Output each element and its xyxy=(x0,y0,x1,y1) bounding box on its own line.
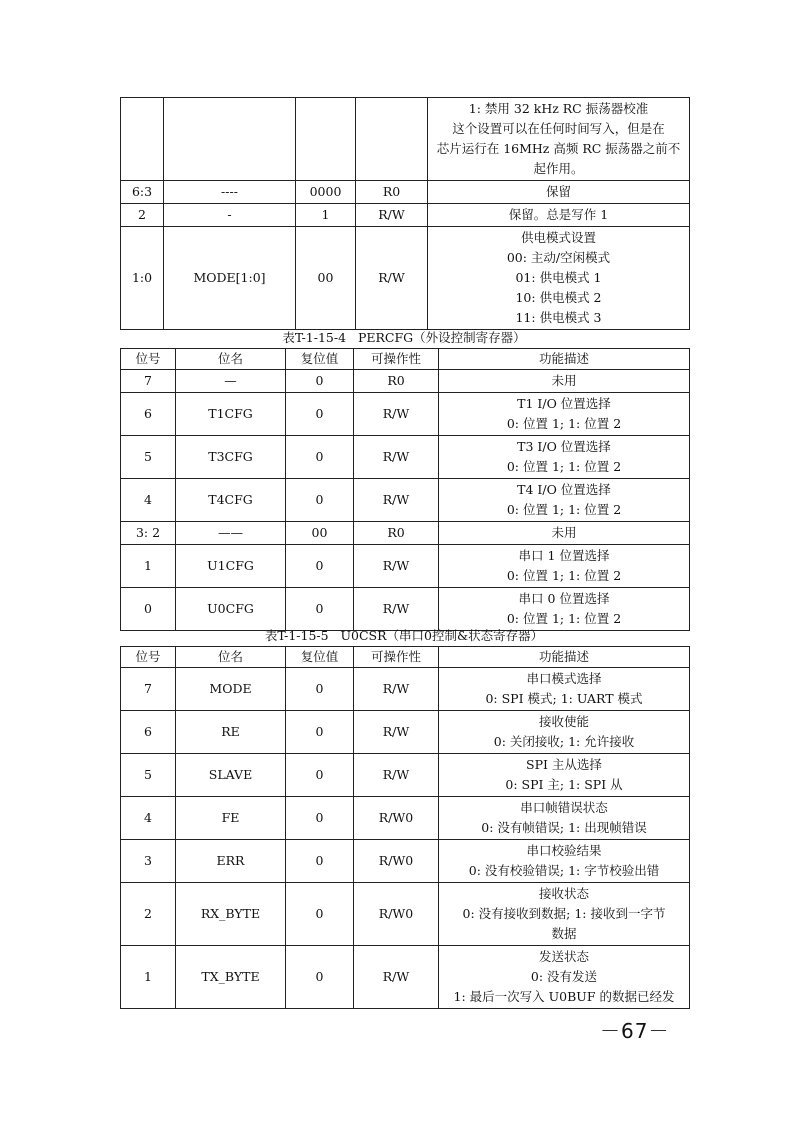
description-line: 起作用。 xyxy=(533,161,584,176)
cell-bit: 4 xyxy=(121,797,176,840)
cell-access: R/W xyxy=(354,588,439,631)
table-header-row xyxy=(121,349,690,370)
col-header-desc: 功能描述 xyxy=(439,647,690,668)
description-line: 10: 供电模式 2 xyxy=(515,290,602,305)
cell-bit: 2 xyxy=(121,883,176,946)
cell-description xyxy=(439,522,690,545)
table-row xyxy=(121,840,690,883)
u0csr-register-table xyxy=(120,646,690,1009)
description-line: 00: 主动/空闲模式 xyxy=(506,250,611,265)
table-row xyxy=(121,227,690,330)
description-line: 串口 1 位置选择 xyxy=(518,548,610,563)
cell-bit: 5 xyxy=(121,754,176,797)
cell-description xyxy=(439,479,690,522)
description-line: 0: 位置 1; 1: 位置 2 xyxy=(506,502,622,517)
description-line: 0: 位置 1; 1: 位置 2 xyxy=(506,416,622,431)
cell-access: R/W0 xyxy=(354,840,439,883)
table-row xyxy=(121,883,690,946)
description-line: 串口帧错误状态 xyxy=(520,800,608,815)
cell-reset-value: 0 xyxy=(286,754,354,797)
cell-access: R/W xyxy=(356,204,428,227)
description-line: 0: SPI 模式; 1: UART 模式 xyxy=(485,691,643,706)
cell-access: R/W xyxy=(354,668,439,711)
cell-access: R/W xyxy=(354,754,439,797)
description-line: 这个设置可以在任何时间写入，但是在 xyxy=(452,121,665,136)
cell-bit-name: RX_BYTE xyxy=(176,883,286,946)
description-line: 0: SPI 主; 1: SPI 从 xyxy=(505,777,623,792)
cell-bit: 7 xyxy=(121,668,176,711)
table-row xyxy=(121,946,690,1009)
cell-description xyxy=(439,883,690,946)
cell-bit-name: —— xyxy=(176,522,286,545)
cell-reset-value: 0 xyxy=(286,797,354,840)
cell-description xyxy=(428,98,690,181)
cell-access: R/W xyxy=(354,545,439,588)
table1-body xyxy=(121,98,690,330)
cell-description xyxy=(428,181,690,204)
col-header-name: 位名 xyxy=(176,349,286,370)
cell-description xyxy=(439,588,690,631)
cell-reset-value: 0 xyxy=(286,370,354,393)
cell-bit-name: TX_BYTE xyxy=(176,946,286,1009)
cell-reset-value: 0000 xyxy=(296,181,356,204)
description-line: T4 I/O 位置选择 xyxy=(517,482,611,497)
description-line: 保留 xyxy=(545,184,571,199)
cell-reset-value: 0 xyxy=(286,588,354,631)
table-row xyxy=(121,588,690,631)
description-line: 0: 关闭接收; 1: 允许接收 xyxy=(493,734,635,749)
cell-bit-name: — xyxy=(176,370,286,393)
description-line: 0: 没有校验错误; 1: 字节校验出错 xyxy=(468,863,660,878)
description-line: T3 I/O 位置选择 xyxy=(517,439,611,454)
description-line: 1: 最后一次写入 U0BUF 的数据已经发 xyxy=(453,989,675,1004)
cell-access: R/W xyxy=(354,393,439,436)
cell-description xyxy=(428,204,690,227)
table-row xyxy=(121,479,690,522)
col-header-bit: 位号 xyxy=(121,349,176,370)
cell-reset-value: 0 xyxy=(286,840,354,883)
table-row xyxy=(121,711,690,754)
cell-bit: 6 xyxy=(121,711,176,754)
table-row xyxy=(121,436,690,479)
cell-description xyxy=(439,754,690,797)
table-header-row xyxy=(121,647,690,668)
cell-bit: 2 xyxy=(121,204,164,227)
cell-description xyxy=(439,668,690,711)
cell-description xyxy=(439,840,690,883)
cell-bit-name: RE xyxy=(176,711,286,754)
cell-bit-name: FE xyxy=(176,797,286,840)
cell-bit-name: U1CFG xyxy=(176,545,286,588)
cell-reset-value: 0 xyxy=(286,883,354,946)
description-line: 0: 位置 1; 1: 位置 2 xyxy=(506,611,622,626)
col-header-reset: 复位值 xyxy=(286,349,354,370)
cell-description xyxy=(428,227,690,330)
description-line: 0: 没有接收到数据; 1: 接收到一字节 xyxy=(462,906,666,921)
cell-reset-value: 00 xyxy=(296,227,356,330)
cell-bit-name xyxy=(164,98,296,181)
cell-bit-name: U0CFG xyxy=(176,588,286,631)
col-header-name: 位名 xyxy=(176,647,286,668)
description-line: 接收使能 xyxy=(538,714,589,729)
col-header-rw: 可操作性 xyxy=(354,349,439,370)
page-number: －67－ xyxy=(600,1019,670,1043)
table2-caption: 表T-1-15-4 PERCFG（外设控制寄存器） xyxy=(282,330,526,345)
description-line: SPI 主从选择 xyxy=(526,757,602,772)
table-row xyxy=(121,181,690,204)
cell-bit xyxy=(121,98,164,181)
description-line: 芯片运行在 16MHz 高频 RC 振荡器之前不 xyxy=(436,141,681,156)
table-row xyxy=(121,204,690,227)
description-line: 串口模式选择 xyxy=(526,671,602,686)
cell-bit: 1 xyxy=(121,545,176,588)
cell-reset-value: 0 xyxy=(286,479,354,522)
cell-bit: 5 xyxy=(121,436,176,479)
table-row xyxy=(121,393,690,436)
description-line: 0: 位置 1; 1: 位置 2 xyxy=(506,568,622,583)
cell-bit: 3: 2 xyxy=(121,522,176,545)
description-line: 01: 供电模式 1 xyxy=(515,270,602,285)
cell-description xyxy=(439,946,690,1009)
description-line: 0: 位置 1; 1: 位置 2 xyxy=(506,459,622,474)
cell-bit: 3 xyxy=(121,840,176,883)
cell-access: R0 xyxy=(356,181,428,204)
cell-reset-value: 0 xyxy=(286,946,354,1009)
description-line: 接收状态 xyxy=(538,886,589,901)
cell-reset-value: 0 xyxy=(286,545,354,588)
cell-bit-name: ERR xyxy=(176,840,286,883)
cell-bit: 1:0 xyxy=(121,227,164,330)
cell-bit-name: ---- xyxy=(164,181,296,204)
cell-access: R/W xyxy=(354,946,439,1009)
table-row xyxy=(121,370,690,393)
cell-access: R/W xyxy=(354,479,439,522)
description-line: 数据 xyxy=(551,926,577,941)
col-header-bit: 位号 xyxy=(121,647,176,668)
description-line: 未用 xyxy=(551,373,577,388)
cell-access: R/W xyxy=(356,227,428,330)
cell-access xyxy=(356,98,428,181)
cell-bit: 6 xyxy=(121,393,176,436)
table-row xyxy=(121,98,690,181)
cell-description xyxy=(439,711,690,754)
table-row xyxy=(121,545,690,588)
table-row xyxy=(121,797,690,840)
cell-reset-value: 00 xyxy=(286,522,354,545)
cell-access: R0 xyxy=(354,370,439,393)
cell-reset-value: 0 xyxy=(286,436,354,479)
description-line: 11: 供电模式 3 xyxy=(515,310,602,325)
description-line: 0: 没有发送 xyxy=(530,969,598,984)
cell-bit: 0 xyxy=(121,588,176,631)
col-header-desc: 功能描述 xyxy=(439,349,690,370)
sleep-register-table-continued xyxy=(120,97,690,330)
table2-body xyxy=(121,370,690,631)
description-line: 串口 0 位置选择 xyxy=(518,591,610,606)
table-row xyxy=(121,522,690,545)
table-row xyxy=(121,668,690,711)
description-line: 发送状态 xyxy=(538,949,589,964)
cell-bit: 6:3 xyxy=(121,181,164,204)
cell-reset-value: 0 xyxy=(286,711,354,754)
cell-description xyxy=(439,545,690,588)
table-row xyxy=(121,754,690,797)
cell-bit-name: SLAVE xyxy=(176,754,286,797)
cell-bit: 4 xyxy=(121,479,176,522)
cell-bit-name: MODE[1:0] xyxy=(164,227,296,330)
description-line: 保留。总是写作 1 xyxy=(508,207,609,222)
table3-caption: 表T-1-15-5 U0CSR（串口0控制&状态寄存器） xyxy=(264,628,544,643)
cell-bit: 7 xyxy=(121,370,176,393)
description-line: 0: 没有帧错误; 1: 出现帧错误 xyxy=(481,820,647,835)
cell-access: R/W xyxy=(354,436,439,479)
cell-bit-name: T3CFG xyxy=(176,436,286,479)
description-line: 串口校验结果 xyxy=(526,843,602,858)
cell-bit-name: - xyxy=(164,204,296,227)
cell-reset-value: 0 xyxy=(286,393,354,436)
cell-bit: 1 xyxy=(121,946,176,1009)
cell-bit-name: T4CFG xyxy=(176,479,286,522)
description-line: 1: 禁用 32 kHz RC 振荡器校准 xyxy=(468,101,649,116)
cell-reset-value: 0 xyxy=(286,668,354,711)
description-line: 未用 xyxy=(551,525,577,540)
cell-access: R0 xyxy=(354,522,439,545)
cell-description xyxy=(439,436,690,479)
col-header-rw: 可操作性 xyxy=(354,647,439,668)
cell-reset-value xyxy=(296,98,356,181)
cell-access: R/W xyxy=(354,711,439,754)
cell-access: R/W0 xyxy=(354,883,439,946)
cell-bit-name: T1CFG xyxy=(176,393,286,436)
cell-description xyxy=(439,370,690,393)
description-line: T1 I/O 位置选择 xyxy=(517,396,611,411)
cell-reset-value: 1 xyxy=(296,204,356,227)
col-header-reset: 复位值 xyxy=(286,647,354,668)
cell-description xyxy=(439,797,690,840)
cell-description xyxy=(439,393,690,436)
cell-access: R/W0 xyxy=(354,797,439,840)
cell-bit-name: MODE xyxy=(176,668,286,711)
percfg-register-table xyxy=(120,348,690,631)
table3-body xyxy=(121,668,690,1009)
description-line: 供电模式设置 xyxy=(520,230,596,245)
